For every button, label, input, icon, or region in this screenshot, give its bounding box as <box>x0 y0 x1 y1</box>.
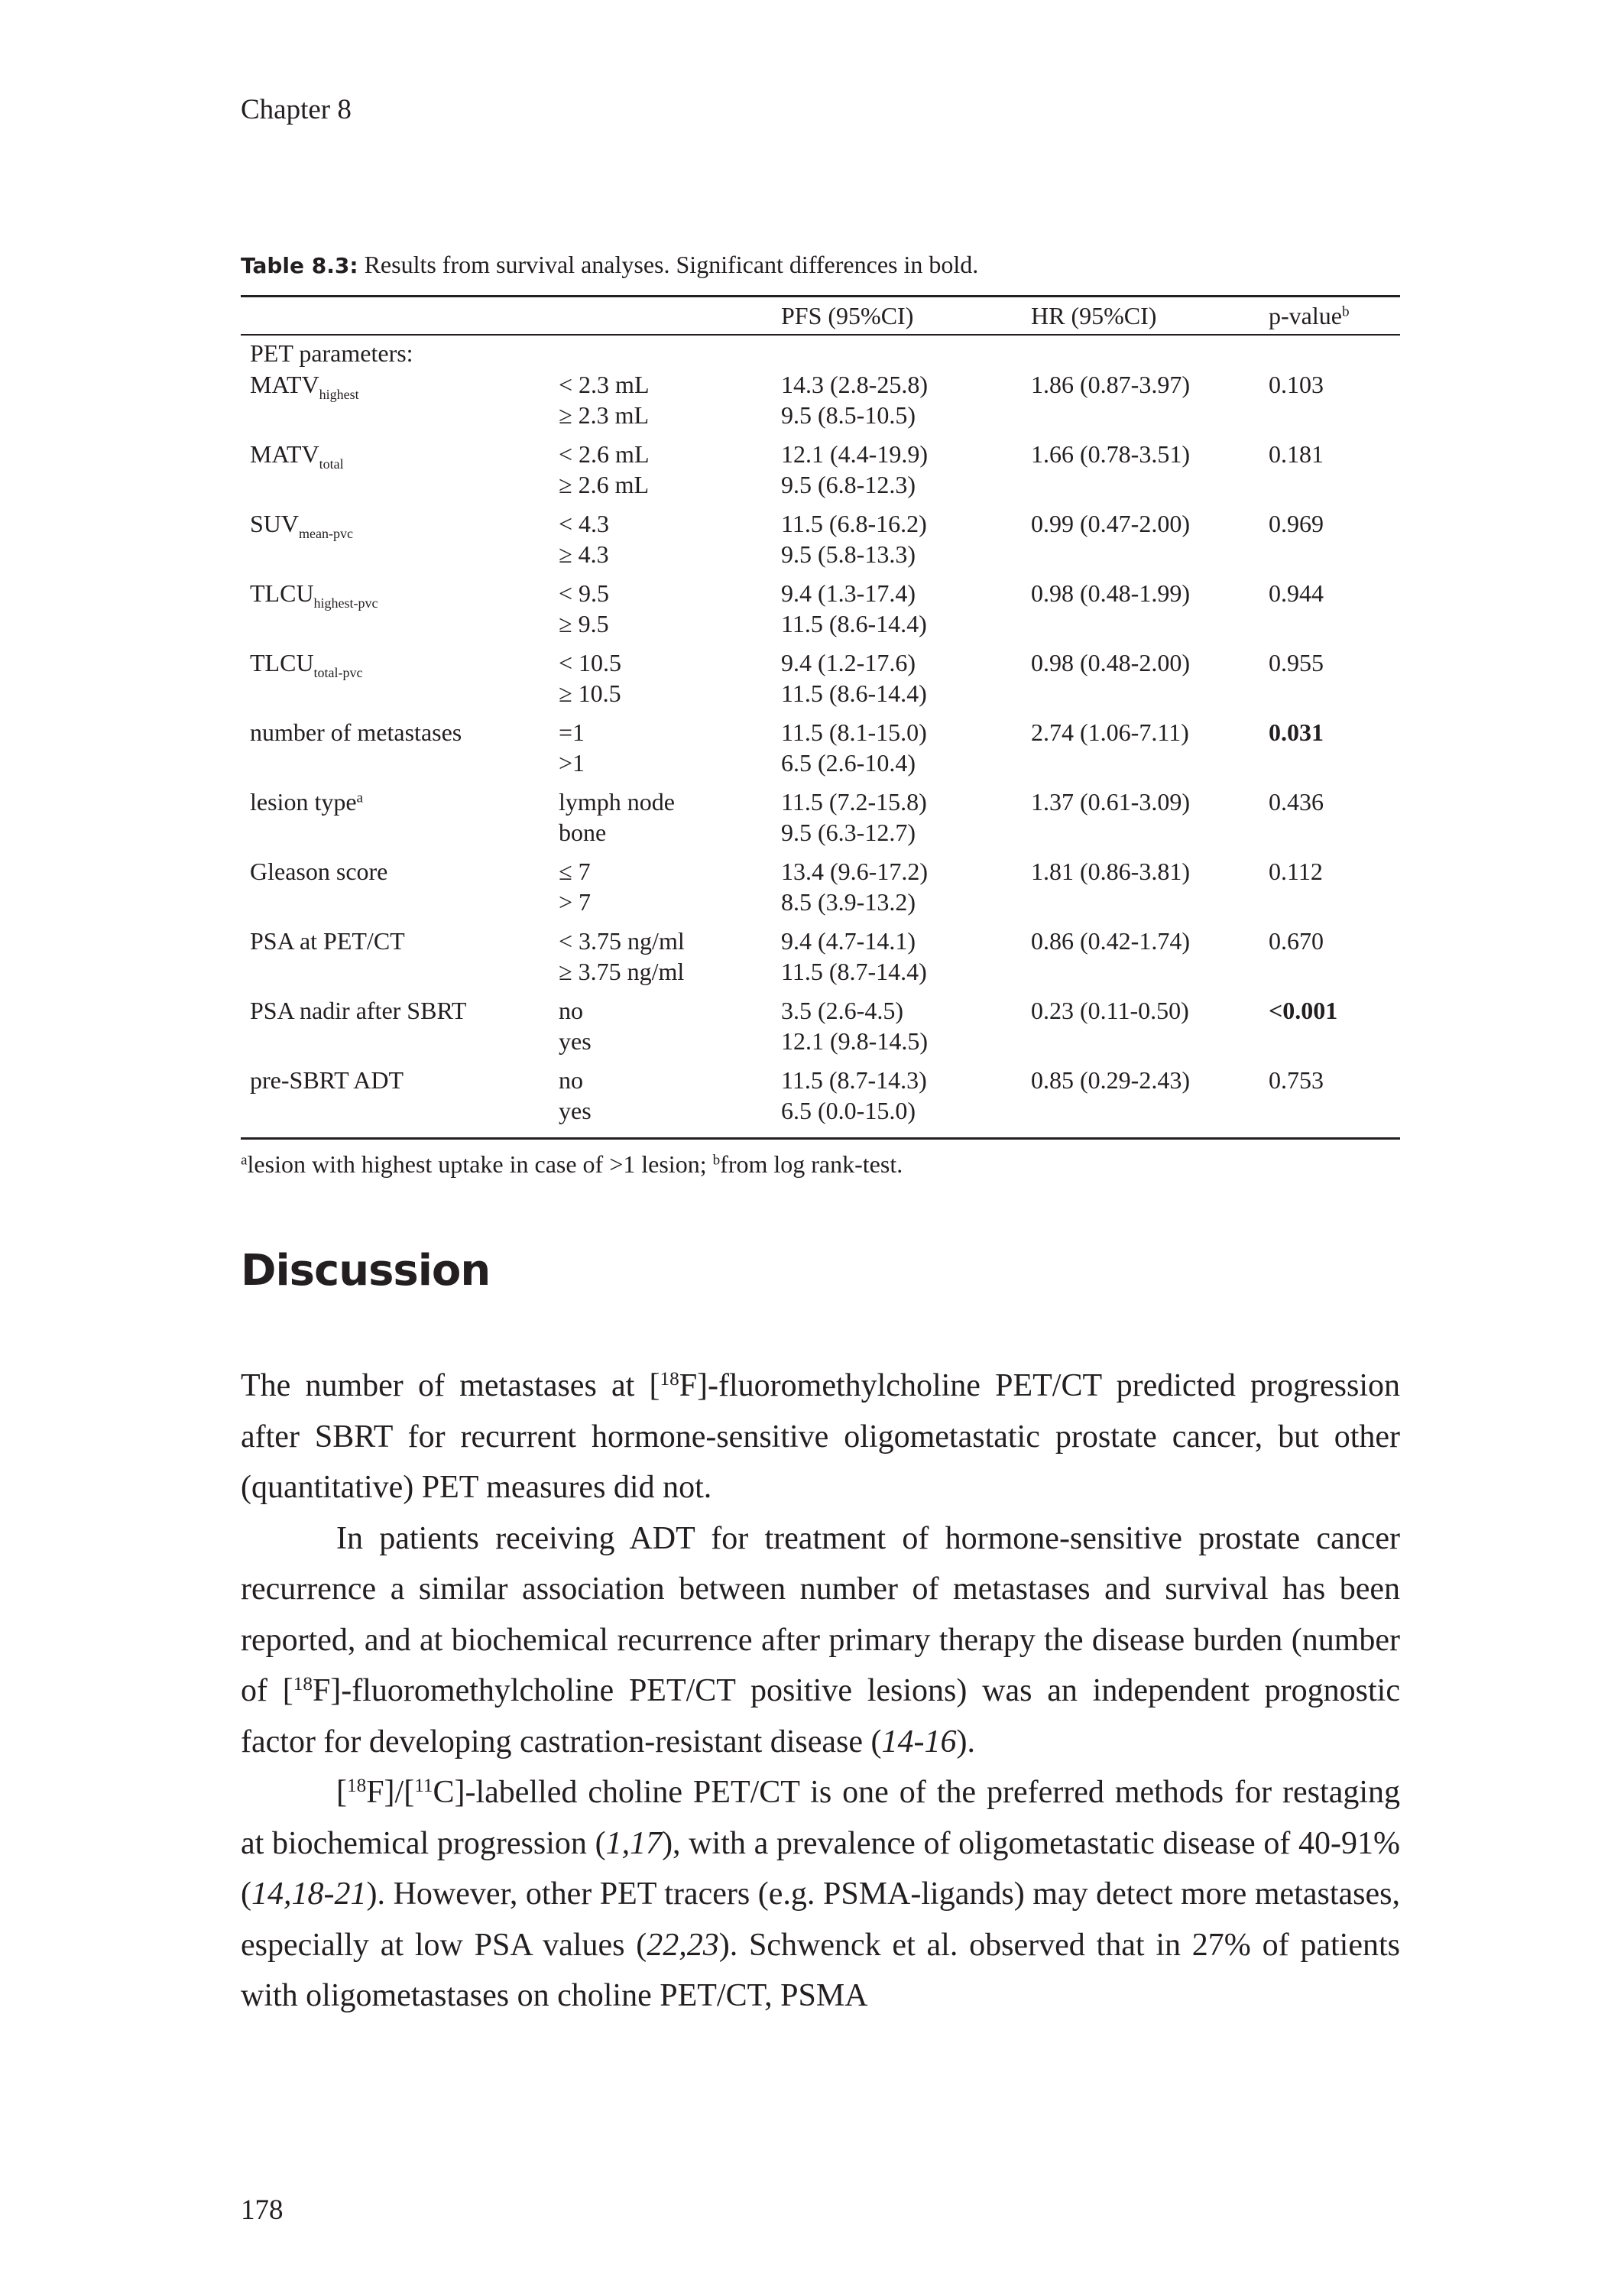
param-label: lesion type <box>250 788 357 816</box>
pfs-value: 11.5 (7.2-15.8) <box>781 788 927 816</box>
p-value: 0.181 <box>1269 440 1324 468</box>
section-heading: Discussion <box>241 1246 491 1296</box>
p-value: 0.753 <box>1269 1066 1324 1094</box>
pfs-value: 8.5 (3.9-13.2) <box>781 888 916 916</box>
header-pvalue <box>1269 300 1350 331</box>
param-subscript: total-pvc <box>313 665 363 680</box>
header-pfs: PFS (95%CI) <box>781 302 914 329</box>
p-value: 0.103 <box>1269 371 1324 398</box>
hr-value: 0.23 (0.11-0.50) <box>1031 997 1189 1024</box>
param-label: PSA nadir after SBRT <box>250 997 467 1024</box>
pfs-value: 9.4 (1.3-17.4) <box>781 579 916 607</box>
text-run: C]-labelled choline PET/CT is one of the preferred methods for restaging at biochemical progression ( <box>241 1775 1400 1861</box>
superscript: 18 <box>660 1369 679 1390</box>
table-footnote <box>241 1150 903 1179</box>
param-subscript: total <box>319 456 344 472</box>
pfs-value: 14.3 (2.8-25.8) <box>781 371 928 398</box>
hr-value: 2.74 (1.06-7.11) <box>1031 718 1189 746</box>
param-name <box>250 926 405 956</box>
param-footnote-mark: a <box>356 790 364 806</box>
param-name <box>250 717 462 748</box>
level-value: ≥ 2.6 mL <box>559 471 649 498</box>
p-value: 0.670 <box>1269 927 1324 955</box>
hr-value: 1.37 (0.61-3.09) <box>1031 788 1190 816</box>
text-run: F]-fluoromethylcholine PET/CT predicted progression after SBRT for recurrent hormone-sensitive oligometastatic prostate cancer, but other (quantitative) PET measures did not. <box>241 1368 1401 1505</box>
p-value: 0.969 <box>1269 510 1324 537</box>
param-subscript: mean-pvc <box>299 526 353 541</box>
footnote-b-mark: b <box>712 1152 721 1169</box>
hr-value: 0.99 (0.47-2.00) <box>1031 510 1190 537</box>
citation: 14,18-21 <box>251 1876 367 1912</box>
p-value: 0.031 <box>1269 718 1324 746</box>
param-label: Gleason score <box>250 858 388 885</box>
p-value: 0.436 <box>1269 788 1324 816</box>
table-top-rule <box>241 295 1400 297</box>
pfs-value: 11.5 (8.7-14.3) <box>781 1066 927 1094</box>
pfs-value: 9.5 (6.3-12.7) <box>781 819 916 846</box>
param-name <box>250 856 387 887</box>
level-value: yes <box>559 1097 592 1124</box>
level-value: < 2.6 mL <box>559 440 650 468</box>
pfs-value: 9.4 (1.2-17.6) <box>781 649 916 676</box>
param-label: MATV <box>250 440 319 468</box>
pfs-value: 3.5 (2.6-4.5) <box>781 997 903 1024</box>
superscript: 11 <box>414 1776 433 1797</box>
level-value: > 7 <box>559 888 592 916</box>
param-name <box>250 647 363 678</box>
level-value: ≥ 9.5 <box>559 610 609 637</box>
level-value: ≥ 4.3 <box>559 540 609 568</box>
text-run: ), with a prevalence of oligometastatic disease of 40-91% ( <box>241 1825 1400 1912</box>
level-value: < 3.75 ng/ml <box>559 927 685 955</box>
param-name <box>250 369 359 400</box>
pfs-value: 11.5 (8.1-15.0) <box>781 718 927 746</box>
pfs-value: 13.4 (9.6-17.2) <box>781 858 928 885</box>
pfs-value: 11.5 (8.6-14.4) <box>781 610 927 637</box>
footnote-a-text: lesion with highest uptake in case of >1 lesion; <box>247 1150 713 1178</box>
superscript: 18 <box>347 1776 367 1797</box>
text-run: F]/[ <box>366 1775 415 1810</box>
level-value: no <box>559 997 583 1024</box>
level-value: < 4.3 <box>559 510 610 537</box>
param-subscript: highest-pvc <box>313 595 378 611</box>
citation: 1,17 <box>605 1825 663 1861</box>
param-label: MATV <box>250 371 319 398</box>
hr-value: 1.66 (0.78-3.51) <box>1031 440 1190 468</box>
discussion-body <box>241 1361 1400 2022</box>
pfs-value: 6.5 (0.0-15.0) <box>781 1097 916 1124</box>
p-value: <0.001 <box>1269 997 1338 1024</box>
pfs-value: 9.5 (6.8-12.3) <box>781 471 916 498</box>
pfs-value: 11.5 (8.6-14.4) <box>781 679 927 707</box>
body-paragraph <box>241 1513 1400 1768</box>
table-caption <box>241 251 978 279</box>
header-hr: HR (95%CI) <box>1031 302 1157 329</box>
pfs-value: 9.5 (8.5-10.5) <box>781 401 916 429</box>
pfs-value: 6.5 (2.6-10.4) <box>781 749 916 777</box>
p-value: 0.112 <box>1269 858 1323 885</box>
hr-value: 1.81 (0.86-3.81) <box>1031 858 1190 885</box>
level-value: yes <box>559 1027 592 1055</box>
hr-value: 0.86 (0.42-1.74) <box>1031 927 1190 955</box>
level-value: < 9.5 <box>559 579 610 607</box>
param-label: TLCU <box>250 579 314 607</box>
footnote-a-mark: a <box>241 1152 248 1169</box>
running-head: Chapter 8 <box>241 94 352 125</box>
hr-value: 0.98 (0.48-2.00) <box>1031 649 1190 676</box>
param-label: pre-SBRT ADT <box>250 1066 404 1094</box>
level-value: >1 <box>559 749 585 777</box>
hr-value: 1.86 (0.87-3.97) <box>1031 371 1190 398</box>
level-value: ≥ 2.3 mL <box>559 401 649 429</box>
pfs-value: 12.1 (4.4-19.9) <box>781 440 928 468</box>
text-run: In patients receiving ADT for treatment of hormone-sensitive prostate cancer recurrence a similar association between number of metastases and survival has been reported, and at biochemical recurrence after primary therapy the disease burden (number of [ <box>241 1520 1400 1708</box>
footnote-b-text: from log rank-test. <box>720 1150 903 1178</box>
pfs-value: 12.1 (9.8-14.5) <box>781 1027 928 1055</box>
p-value: 0.944 <box>1269 579 1324 607</box>
param-name <box>250 786 363 817</box>
text-run: ). <box>956 1724 976 1759</box>
text-run: ). However, other PET tracers (e.g. PSMA-ligands) may detect more metastases, especially at low PSA values ( <box>241 1876 1400 1963</box>
citation: 14-16 <box>881 1724 957 1759</box>
param-label: TLCU <box>250 649 314 676</box>
table-caption-label: Table 8.3: <box>241 253 358 278</box>
text-run: F]-fluoromethylcholine PET/CT positive lesions) was an independent prognostic factor for developing castration-resistant disease ( <box>241 1673 1400 1759</box>
table-header-rule <box>241 334 1400 336</box>
param-name <box>250 1065 404 1095</box>
level-value: ≥ 10.5 <box>559 679 621 707</box>
table-caption-text: Results from survival analyses. Significant differences in bold. <box>364 251 979 278</box>
pfs-value: 11.5 (8.7-14.4) <box>781 958 927 985</box>
level-value: no <box>559 1066 583 1094</box>
level-value: ≥ 3.75 ng/ml <box>559 958 685 985</box>
superscript: 18 <box>293 1674 313 1695</box>
citation: 22,23 <box>647 1927 719 1963</box>
body-paragraph <box>241 1767 1400 2022</box>
level-value: bone <box>559 819 607 846</box>
text-run: [ <box>336 1775 347 1810</box>
table-bottom-rule <box>241 1137 1400 1140</box>
body-paragraph <box>241 1361 1400 1513</box>
header-pvalue-text: p-value <box>1269 302 1342 329</box>
param-name <box>250 508 353 539</box>
param-label: number of metastases <box>250 718 462 746</box>
param-subscript: highest <box>319 387 359 402</box>
text-run: ). Schwenck et al. observed that in 27% of patients with oligometastases on choline PET/CT, PSMA <box>241 1927 1400 2013</box>
hr-value: 0.98 (0.48-1.99) <box>1031 579 1190 607</box>
level-value: ≤ 7 <box>559 858 591 885</box>
text-run: The number of metastases at [ <box>241 1368 660 1403</box>
level-value: =1 <box>559 718 585 746</box>
hr-value: 0.85 (0.29-2.43) <box>1031 1066 1190 1094</box>
level-value: < 2.3 mL <box>559 371 650 398</box>
pfs-value: 11.5 (6.8-16.2) <box>781 510 927 537</box>
level-value: lymph node <box>559 788 675 816</box>
pfs-value: 9.4 (4.7-14.1) <box>781 927 916 955</box>
param-label: PSA at PET/CT <box>250 927 405 955</box>
section-label: PET parameters: <box>250 339 413 367</box>
param-name <box>250 578 378 611</box>
pfs-value: 9.5 (5.8-13.3) <box>781 540 916 568</box>
param-name <box>250 995 466 1026</box>
param-label: SUV <box>250 510 300 537</box>
page-number: 178 <box>241 2194 284 2226</box>
p-value: 0.955 <box>1269 649 1324 676</box>
header-pvalue-footnote-mark: b <box>1341 303 1350 320</box>
level-value: < 10.5 <box>559 649 622 676</box>
param-name <box>250 439 344 472</box>
